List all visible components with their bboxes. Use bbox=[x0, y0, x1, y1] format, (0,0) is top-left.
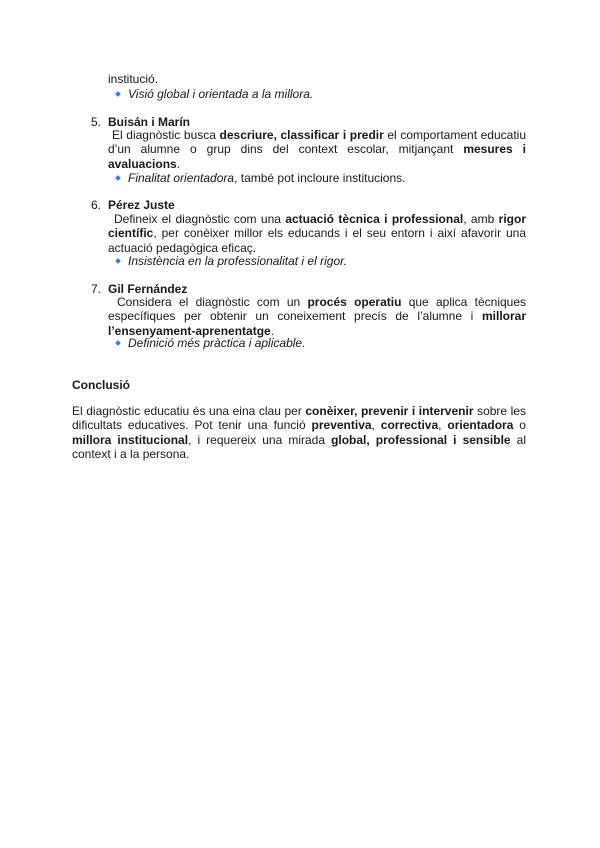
text-run: Defineix el diagnòstic com una bbox=[114, 212, 286, 226]
text-run: sobre les dificultats educatives. Pot tenir una funció bbox=[72, 404, 526, 433]
list-number: 6. bbox=[91, 198, 102, 212]
item-description bbox=[108, 128, 526, 171]
conclusion-paragraph bbox=[72, 404, 526, 462]
bold-run: correctiva bbox=[380, 418, 439, 433]
text-run: al context i a la persona. bbox=[72, 432, 526, 462]
bullet-text: , també pot incloure institucions. bbox=[234, 171, 406, 185]
text-run: El diagnòstic busca bbox=[112, 128, 220, 142]
bullet-italic-text: Finalitat orientadora bbox=[128, 171, 235, 185]
text-run: . bbox=[270, 323, 275, 338]
bullet-text: Visió global i orientada a la millora. bbox=[128, 87, 314, 101]
diamond-bullet-icon bbox=[115, 91, 121, 97]
item-description bbox=[108, 295, 526, 338]
text-run: Considera el diagnòstic com un bbox=[117, 295, 308, 309]
text-run: El diagnòstic educatiu és una eina clau per bbox=[72, 404, 306, 418]
bold-run: rigor científic bbox=[108, 212, 526, 241]
bullet-italic-text: Insistència en la professionalitat i el rigor. bbox=[128, 254, 347, 268]
item-bullet bbox=[116, 336, 305, 350]
bold-run: mesures i avaluacions bbox=[108, 142, 526, 171]
text-run: el comportament educatiu d’un alumne o grup dins del context escolar, mitjançant bbox=[108, 128, 526, 157]
bold-run: descriure, classificar i predir bbox=[219, 128, 384, 142]
author-name: Buisán i Marín bbox=[108, 115, 191, 129]
diamond-bullet-icon bbox=[115, 258, 121, 264]
bold-run: actuació tècnica i professional bbox=[285, 212, 464, 226]
continued-text: institució. bbox=[108, 72, 159, 86]
item-description bbox=[108, 212, 526, 255]
bold-run: millora institucional bbox=[72, 432, 189, 447]
bold-run: preventiva bbox=[311, 418, 372, 433]
bold-run: orientadora bbox=[447, 418, 514, 433]
text-run: , bbox=[438, 418, 448, 433]
bullet-italic-text: Definició més pràctica i aplicable. bbox=[128, 336, 306, 350]
bold-run: procés operatiu bbox=[307, 295, 402, 309]
diamond-bullet-icon bbox=[115, 175, 121, 181]
text-run: , per conèixer millor els educands i el seu entorn i així afavorir una actuació pedagògica eficaç. bbox=[108, 226, 526, 255]
text-run: , amb bbox=[463, 212, 499, 226]
author-name: Pérez Juste bbox=[108, 198, 175, 212]
text-run: , i requereix una mirada bbox=[188, 432, 332, 447]
author-name: Gil Fernández bbox=[108, 282, 188, 296]
bold-run: global, professional i sensible bbox=[331, 432, 511, 447]
diamond-bullet-icon bbox=[115, 340, 121, 346]
text-run: que aplica tècniques específiques per obtenir un coneixement precís de l’alumne i bbox=[108, 295, 527, 324]
item-bullet bbox=[116, 171, 405, 185]
text-run: , bbox=[371, 418, 381, 433]
bold-run: conèixer, prevenir i intervenir bbox=[305, 404, 474, 418]
text-run: . bbox=[176, 156, 181, 171]
continued-bullet bbox=[116, 87, 313, 101]
text-run: o bbox=[513, 418, 526, 433]
list-number: 5. bbox=[91, 115, 102, 129]
item-bullet bbox=[116, 254, 347, 268]
list-number: 7. bbox=[91, 282, 102, 296]
bold-run: millorar l’ensenyament-aprenentatge bbox=[108, 309, 526, 338]
conclusion-heading: Conclusió bbox=[72, 378, 131, 392]
